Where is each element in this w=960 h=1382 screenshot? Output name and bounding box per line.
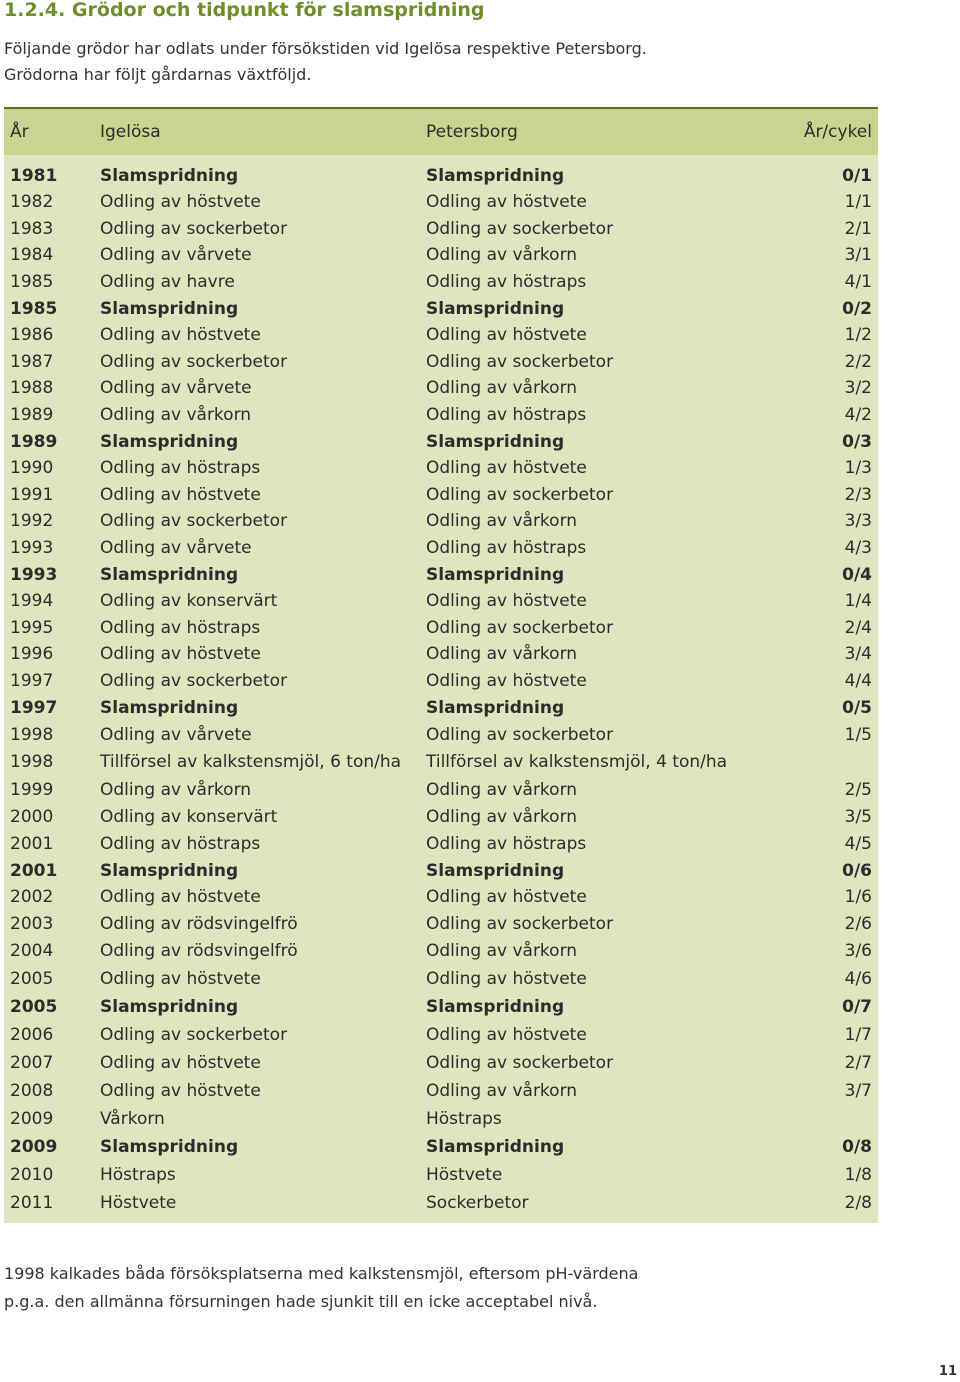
table-row [4, 1189, 878, 1223]
table-row [4, 993, 878, 1021]
header-petersborg: Petersborg [420, 108, 783, 155]
cell-year-cycle: 0/5 [842, 697, 872, 718]
table-row [4, 721, 878, 748]
cell-year-cycle: 3/2 [844, 378, 872, 398]
cell-year: 1997 [10, 697, 58, 718]
cell-year: 1981 [10, 166, 58, 186]
cell-year: 1998 [10, 724, 54, 745]
table-row [4, 189, 878, 215]
cell-year: 1991 [10, 484, 54, 505]
cell-igelosa: Odling av vårvete [100, 537, 252, 558]
cell-year-cycle: 0/7 [842, 997, 872, 1017]
table-row [4, 1077, 878, 1105]
cell-year-cycle: 3/1 [844, 245, 872, 265]
table-row [4, 1021, 878, 1049]
cell-igelosa: Odling av konservärt [100, 591, 278, 611]
table-row [4, 481, 878, 508]
cell-petersborg: Slamspridning [426, 564, 565, 585]
cell-year: 1994 [10, 591, 54, 611]
cell-year: 2011 [10, 1193, 54, 1213]
table-row [4, 857, 878, 884]
cell-year-cycle: 4/1 [844, 271, 872, 292]
cell-petersborg: Odling av vårkorn [426, 245, 578, 265]
cell-petersborg: Odling av höstvete [426, 969, 587, 989]
cell-year-cycle: 1/4 [844, 591, 872, 611]
cell-year: 2005 [10, 969, 54, 989]
table-row [4, 667, 878, 694]
intro-paragraph: Följande grödor har odlats under försökstiden vid Igelösa respektive Petersborg. Grödorna har följt gårdarnas växtföljd. [4, 39, 647, 84]
cell-year: 1988 [10, 378, 54, 398]
cell-year: 1986 [10, 325, 54, 345]
cell-igelosa: Odling av sockerbetor [100, 511, 288, 531]
table-row [4, 428, 878, 455]
cell-year: 2010 [10, 1165, 54, 1185]
cell-year: 1990 [10, 458, 54, 478]
cell-year-cycle: 3/6 [844, 941, 872, 961]
cell-igelosa: Odling av höstvete [100, 325, 261, 345]
cell-year: 1992 [10, 511, 54, 531]
cell-petersborg: Odling av vårkorn [426, 941, 578, 961]
table-row [4, 884, 878, 910]
cell-year: 1987 [10, 351, 54, 372]
cell-petersborg: Slamspridning [426, 697, 565, 718]
cell-petersborg: Odling av sockerbetor [426, 617, 614, 638]
cell-petersborg: Odling av höstvete [426, 1025, 587, 1045]
header-year-cycle: År/cykel [783, 108, 878, 155]
cell-igelosa: Höstraps [100, 1165, 176, 1185]
cell-petersborg: Höstraps [426, 1109, 502, 1129]
cell-petersborg: Odling av sockerbetor [426, 218, 614, 239]
cell-igelosa: Odling av höstvete [100, 1053, 261, 1073]
cell-year-cycle: 4/4 [844, 670, 872, 691]
cell-year: 1983 [10, 218, 54, 239]
cell-year-cycle: 2/3 [844, 484, 872, 505]
cell-petersborg: Sockerbetor [426, 1193, 529, 1213]
cell-petersborg: Odling av höstvete [426, 591, 587, 611]
table-row [4, 910, 878, 937]
cell-igelosa: Odling av sockerbetor [100, 1025, 288, 1045]
cell-igelosa: Odling av vårvete [100, 724, 252, 745]
table-row [4, 937, 878, 965]
cell-petersborg: Odling av sockerbetor [426, 1053, 614, 1073]
cell-igelosa: Odling av vårkorn [100, 779, 252, 800]
cell-igelosa: Odling av konservärt [100, 806, 278, 827]
cell-igelosa: Odling av höstvete [100, 484, 261, 505]
table-row [4, 1133, 878, 1161]
cell-petersborg: Odling av vårkorn [426, 644, 578, 664]
cell-igelosa: Slamspridning [100, 1137, 239, 1157]
cell-igelosa: Odling av sockerbetor [100, 670, 288, 691]
crop-schedule-table [4, 107, 878, 1223]
cell-petersborg: Slamspridning [426, 431, 565, 452]
cell-igelosa: Odling av sockerbetor [100, 351, 288, 372]
cell-igelosa: Slamspridning [100, 564, 239, 585]
cell-year-cycle: 1/6 [844, 887, 872, 907]
cell-petersborg: Odling av höstraps [426, 404, 587, 425]
cell-year: 1989 [10, 431, 58, 452]
cell-petersborg: Slamspridning [426, 298, 565, 319]
table-row [4, 830, 878, 857]
table-row [4, 242, 878, 268]
cell-year-cycle: 2/8 [844, 1193, 872, 1213]
table-row [4, 455, 878, 481]
cell-petersborg: Odling av höstraps [426, 537, 587, 558]
cell-igelosa: Slamspridning [100, 697, 239, 718]
cell-year-cycle: 1/8 [844, 1165, 872, 1185]
cell-petersborg: Odling av vårkorn [426, 511, 578, 531]
cell-year-cycle: 1/3 [844, 458, 872, 478]
table-row [4, 215, 878, 242]
cell-year-cycle: 0/6 [842, 860, 872, 881]
cell-petersborg: Odling av vårkorn [426, 1081, 578, 1101]
cell-year: 1997 [10, 670, 54, 691]
cell-year-cycle: 2/1 [844, 218, 872, 239]
cell-year-cycle: 1/7 [844, 1025, 872, 1045]
cell-igelosa: Odling av höstvete [100, 644, 261, 664]
cell-petersborg: Odling av vårkorn [426, 378, 578, 398]
header-igelosa: Igelösa [94, 108, 420, 155]
table-row [4, 534, 878, 561]
table-row [4, 1049, 878, 1077]
table-row [4, 322, 878, 348]
cell-year-cycle: 3/3 [844, 511, 872, 531]
table-row [4, 965, 878, 993]
cell-year: 1985 [10, 298, 58, 319]
cell-igelosa: Slamspridning [100, 997, 239, 1017]
table-row [4, 508, 878, 534]
cell-petersborg: Odling av höstvete [426, 670, 587, 691]
table-row [4, 348, 878, 375]
cell-petersborg: Odling av sockerbetor [426, 724, 614, 745]
cell-petersborg: Odling av sockerbetor [426, 351, 614, 372]
cell-year-cycle: 4/2 [844, 404, 872, 425]
cell-petersborg: Odling av höstvete [426, 192, 587, 212]
cell-year: 1999 [10, 779, 54, 800]
cell-petersborg: Slamspridning [426, 860, 565, 881]
cell-year-cycle: 1/5 [844, 724, 872, 745]
cell-year: 2008 [10, 1081, 54, 1101]
cell-petersborg: Odling av höstraps [426, 271, 587, 292]
cell-petersborg: Odling av vårkorn [426, 779, 578, 800]
table-row [4, 776, 878, 803]
cell-petersborg: Odling av höstvete [426, 458, 587, 478]
cell-igelosa: Odling av höstvete [100, 192, 261, 212]
cell-petersborg: Odling av höstvete [426, 325, 587, 345]
cell-year-cycle: 4/6 [844, 969, 872, 989]
cell-igelosa: Odling av vårkorn [100, 404, 252, 425]
cell-petersborg: Tillförsel av kalkstensmjöl, 4 ton/ha [426, 752, 728, 772]
cell-year: 1985 [10, 271, 54, 292]
cell-petersborg: Odling av höstraps [426, 833, 587, 854]
table-row [4, 1161, 878, 1189]
cell-igelosa: Tillförsel av kalkstensmjöl, 6 ton/ha [100, 752, 402, 772]
cell-year: 1993 [10, 537, 54, 558]
cell-year-cycle: 0/2 [842, 298, 872, 319]
cell-igelosa: Odling av vårvete [100, 378, 252, 398]
cell-year: 2004 [10, 941, 54, 961]
cell-igelosa: Odling av vårvete [100, 245, 252, 265]
cell-igelosa: Odling av höstvete [100, 969, 261, 989]
cell-igelosa: Odling av höstraps [100, 617, 261, 638]
cell-igelosa: Odling av höstvete [100, 1081, 261, 1101]
cell-year: 2000 [10, 806, 54, 827]
cell-year: 2009 [10, 1137, 58, 1157]
cell-petersborg: Höstvete [426, 1165, 503, 1185]
cell-petersborg: Odling av sockerbetor [426, 913, 614, 934]
cell-year-cycle: 0/3 [842, 431, 872, 452]
cell-year-cycle: 1/2 [844, 325, 872, 345]
cell-igelosa: Slamspridning [100, 166, 239, 186]
cell-year: 1993 [10, 564, 58, 585]
table-header-row [4, 108, 878, 155]
cell-year-cycle: 1/1 [844, 192, 872, 212]
cell-year-cycle: 3/5 [844, 806, 872, 827]
cell-petersborg: Slamspridning [426, 1137, 565, 1157]
cell-igelosa: Odling av rödsvingelfrö [100, 941, 298, 961]
cell-petersborg: Odling av vårkorn [426, 806, 578, 827]
table-row [4, 295, 878, 322]
cell-igelosa: Höstvete [100, 1193, 177, 1213]
cell-year-cycle: 2/6 [844, 913, 872, 934]
cell-year: 2001 [10, 833, 54, 854]
cell-igelosa: Vårkorn [100, 1109, 165, 1129]
table-row [4, 375, 878, 401]
cell-igelosa: Odling av havre [100, 271, 235, 292]
cell-year-cycle: 4/3 [844, 537, 872, 558]
table-row [4, 641, 878, 667]
cell-year: 2007 [10, 1053, 54, 1073]
cell-year-cycle: 2/4 [844, 617, 872, 638]
cell-year: 1995 [10, 617, 54, 638]
cell-year-cycle: 3/7 [844, 1081, 872, 1101]
cell-petersborg: Odling av sockerbetor [426, 484, 614, 505]
cell-year: 2001 [10, 860, 58, 881]
cell-year-cycle: 2/5 [844, 779, 872, 800]
cell-year-cycle: 3/4 [844, 644, 872, 664]
cell-year-cycle: 0/1 [842, 166, 872, 186]
section-heading: 1.2.4. Grödor och tidpunkt för slamspridning [4, 0, 485, 21]
cell-year: 1996 [10, 644, 54, 664]
table-body [4, 155, 878, 1223]
cell-year: 1989 [10, 404, 54, 425]
cell-year: 1998 [10, 752, 54, 772]
page-number: 11 [938, 1364, 957, 1379]
cell-year: 2009 [10, 1109, 54, 1129]
cell-year-cycle: 2/2 [844, 351, 872, 372]
cell-igelosa: Odling av höstraps [100, 833, 261, 854]
cell-year: 1984 [10, 245, 54, 265]
table-row [4, 748, 878, 776]
table-row [4, 401, 878, 428]
cell-year: 2006 [10, 1025, 54, 1045]
cell-year: 2002 [10, 887, 54, 907]
cell-year-cycle: 0/8 [842, 1137, 872, 1157]
cell-petersborg: Slamspridning [426, 166, 565, 186]
cell-igelosa: Slamspridning [100, 860, 239, 881]
table-row [4, 694, 878, 721]
table-row [4, 614, 878, 641]
cell-petersborg: Slamspridning [426, 997, 565, 1017]
cell-igelosa: Odling av höstvete [100, 887, 261, 907]
cell-year-cycle [783, 748, 878, 776]
cell-petersborg: Odling av höstvete [426, 887, 587, 907]
cell-igelosa: Odling av sockerbetor [100, 218, 288, 239]
cell-igelosa: Slamspridning [100, 298, 239, 319]
cell-year: 2005 [10, 997, 58, 1017]
cell-igelosa: Slamspridning [100, 431, 239, 452]
table-row [4, 155, 878, 189]
header-year: År [4, 108, 94, 155]
cell-year: 2003 [10, 913, 54, 934]
cell-year: 1982 [10, 192, 54, 212]
cell-year-cycle: 2/7 [844, 1053, 872, 1073]
cell-igelosa: Odling av rödsvingelfrö [100, 913, 298, 934]
table-row [4, 268, 878, 295]
table-row [4, 561, 878, 588]
table-row [4, 588, 878, 614]
table-row [4, 803, 878, 830]
table-row [4, 1105, 878, 1133]
footnote: 1998 kalkades båda försöksplatserna med kalkstensmjöl, eftersom pH-värdena p.g.a. den allmänna försurningen hade sjunkit till en icke acceptabel nivå. [4, 1264, 639, 1311]
cell-year-cycle: 0/4 [842, 564, 872, 585]
cell-year-cycle: 4/5 [844, 833, 872, 854]
cell-year-cycle [783, 1105, 878, 1133]
cell-igelosa: Odling av höstraps [100, 458, 261, 478]
